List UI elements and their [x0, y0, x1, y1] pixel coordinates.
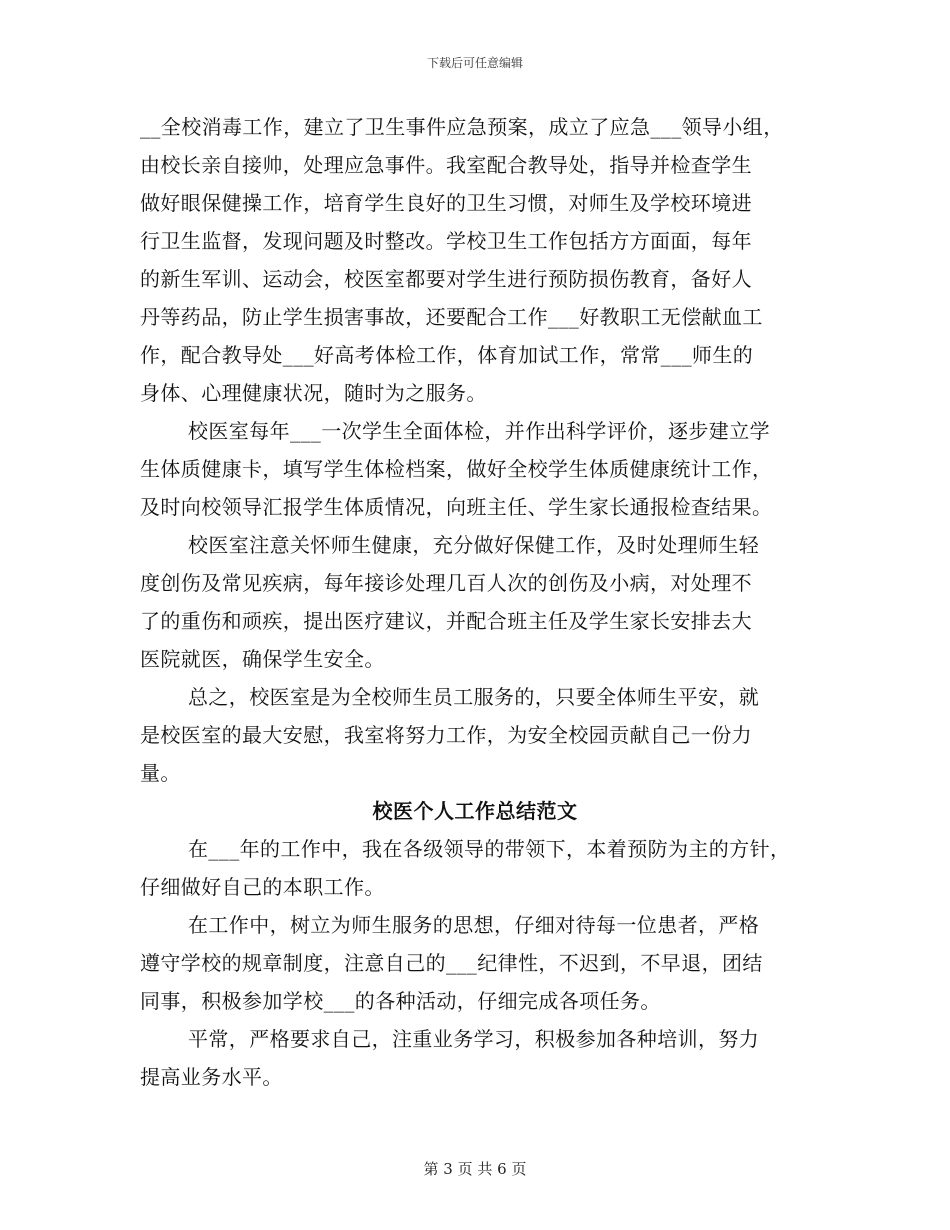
text-line: 提高业务水平。: [140, 1065, 283, 1089]
section-heading: 校医个人工作总结范文: [372, 799, 578, 823]
text-line: 校医室注意关怀师生健康，充分做好保健工作，及时处理师生轻: [188, 533, 760, 557]
paragraph-3: [140, 526, 810, 678]
text-line: 在工作中，树立为师生服务的思想，仔细对待每一位患者，严格: [188, 913, 760, 937]
page-header: 下载后可任意编辑: [426, 56, 523, 70]
text-line: 及时向校领导汇报学生体质情况，向班主任、学生家长通报检查结果。: [140, 495, 773, 519]
text-line: 做好眼保健操工作，培育学生良好的卫生习惯，对师生及学校环境进: [140, 191, 752, 215]
text-line: 生体质健康卡，填写学生体检档案，做好全校学生体质健康统计工作，: [140, 457, 773, 481]
paragraph-2: [140, 412, 810, 526]
text-line: 遵守学校的规章制度，注意自己的___纪律性，不迟到，不早退，团结: [140, 951, 763, 975]
text-line: 同事，积极参加学校___的各种活动，仔细完成各项任务。: [140, 989, 661, 1013]
paragraph-1: [140, 108, 810, 412]
paragraph-4: [140, 678, 810, 792]
text-line: 的新生军训、运动会，校医室都要对学生进行预防损伤教育，备好人: [140, 267, 752, 291]
paragraph-5: [140, 830, 810, 906]
text-line: 丹等药品，防止学生损害事故，还要配合工作___好教职工无偿献血工: [140, 305, 763, 329]
page-number: 第 3 页 共 6 页: [423, 1160, 527, 1178]
paragraph-7: [140, 1020, 810, 1096]
text-line: 医院就医，确保学生安全。: [140, 647, 385, 671]
text-line: 校医室每年___一次学生全面体检，并作出科学评价，逐步建立学: [188, 419, 770, 443]
text-line: 身体、心理健康状况，随时为之服务。: [140, 381, 487, 405]
text-line: 平常，严格要求自己，注重业务学习，积极参加各种培训，努力: [188, 1027, 760, 1051]
text-line: 了的重伤和顽疾，提出医疗建议，并配合班主任及学生家长安排去大: [140, 609, 752, 633]
text-line: 由校长亲自接帅，处理应急事件。我室配合教导处，指导并检查学生: [140, 153, 752, 177]
text-line: 在___年的工作中，我在各级领导的带领下，本着预防为主的方针，: [188, 837, 791, 861]
text-line: 作，配合教导处___好高考体检工作，体育加试工作，常常___师生的: [140, 343, 754, 367]
text-line: __全校消毒工作，建立了卫生事件应急预案，成立了应急___领导小组，: [140, 115, 784, 139]
document-body: [140, 108, 810, 1096]
text-line: 行卫生监督，发现问题及时整改。学校卫生工作包括方方面面，每年: [140, 229, 752, 253]
text-line: 量。: [140, 761, 181, 785]
text-line: 是校医室的最大安慰，我室将努力工作，为安全校园贡献自己一份力: [140, 723, 752, 747]
paragraph-6: [140, 906, 810, 1020]
text-line: 仔细做好自己的本职工作。: [140, 875, 385, 899]
text-line: 总之，校医室是为全校师生员工服务的，只要全体师生平安，就: [188, 685, 760, 709]
text-line: 度创伤及常见疾病，每年接诊处理几百人次的创伤及小病，对处理不: [140, 571, 752, 595]
